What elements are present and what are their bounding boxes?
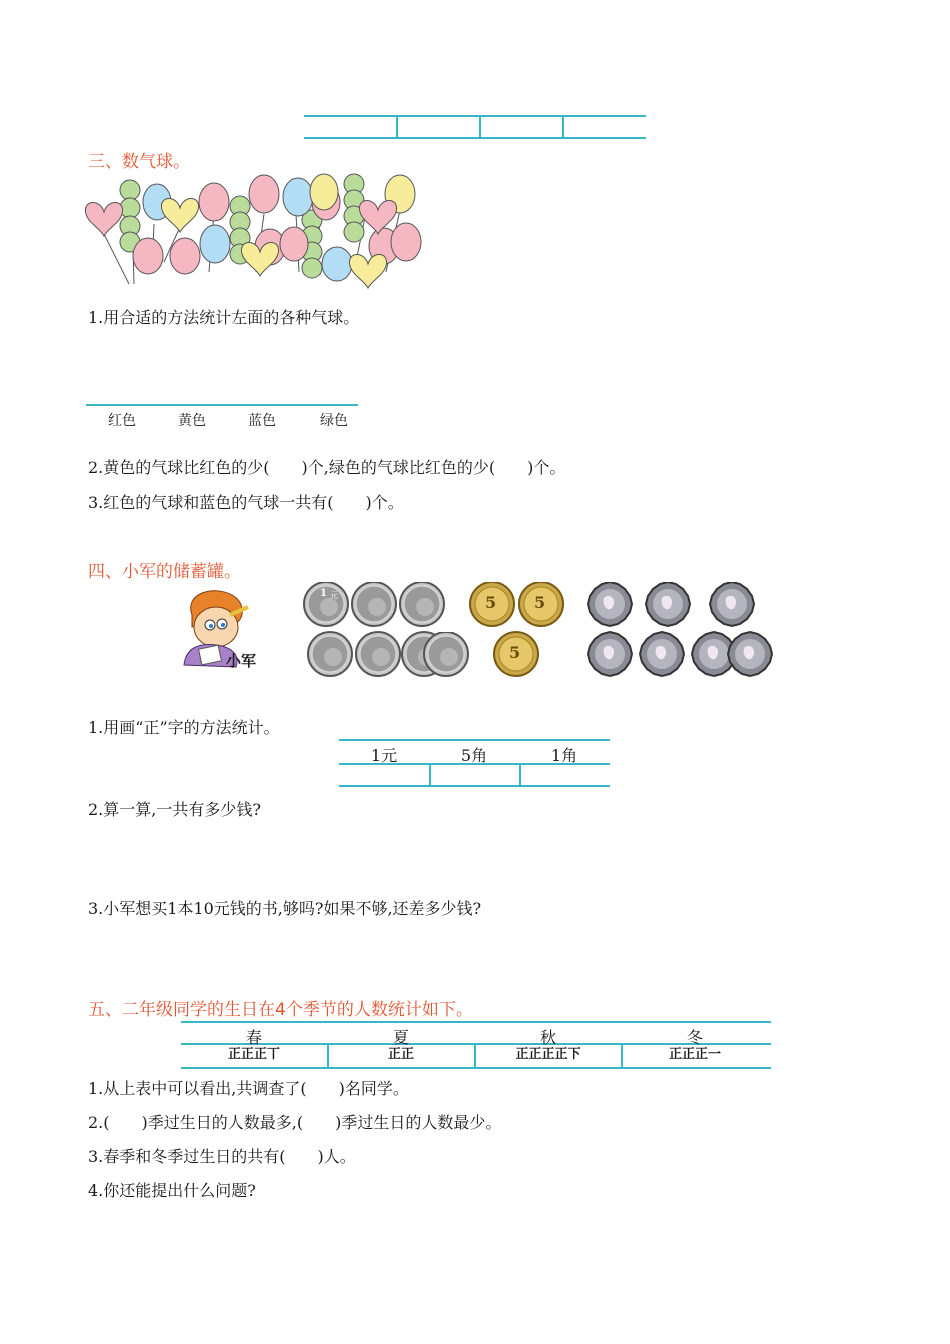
character-label: 小军 bbox=[226, 652, 257, 670]
label-yellow: 黄色 bbox=[178, 413, 206, 429]
header-5jiao: 5角 bbox=[460, 746, 488, 765]
coin-1yuan-value: 1 bbox=[320, 588, 327, 599]
section3-title: 三、数气球。 bbox=[88, 152, 190, 172]
balloons-illustration bbox=[84, 172, 429, 290]
section5-q2: 2.( )季过生日的人数最多,( )季过生日的人数最少。 bbox=[88, 1113, 502, 1132]
tally-autumn: 正正正正下 bbox=[515, 1047, 581, 1062]
section4-title: 四、小军的储蓄罐。 bbox=[88, 562, 241, 582]
section3-q1: 1.用合适的方法统计左面的各种气球。 bbox=[88, 308, 360, 327]
coin-5jiao-value-b: 5 bbox=[534, 593, 546, 612]
one-jiao-coins bbox=[580, 582, 775, 682]
label-blue: 蓝色 bbox=[248, 413, 276, 429]
chart-baseline bbox=[86, 404, 358, 406]
season-spring: 春 bbox=[245, 1028, 262, 1047]
section3-q3: 3.红色的气球和蓝色的气球一共有( )个。 bbox=[88, 493, 404, 512]
section5-q1: 1.从上表中可以看出,共调查了( )名同学。 bbox=[88, 1079, 409, 1098]
section5-q3: 3.春季和冬季过生日的共有( )人。 bbox=[88, 1147, 356, 1166]
season-summer: 夏 bbox=[392, 1028, 409, 1047]
coin-5jiao-value-a: 5 bbox=[485, 593, 497, 612]
coin-5jiao-value-c: 5 bbox=[509, 643, 521, 662]
section4-q3: 3.小军想买1本10元钱的书,够吗?如果不够,还差多少钱? bbox=[88, 899, 482, 918]
header-1jiao: 1角 bbox=[550, 746, 578, 765]
label-red: 红色 bbox=[108, 413, 136, 429]
section4-q2: 2.算一算,一共有多少钱? bbox=[88, 800, 261, 819]
tally-summer: 正正 bbox=[387, 1047, 414, 1062]
header-1yuan: 1元 bbox=[370, 746, 398, 765]
tally-winter: 正正正一 bbox=[668, 1047, 721, 1062]
season-winter: 冬 bbox=[686, 1028, 703, 1047]
label-green: 绿色 bbox=[320, 413, 348, 429]
section5-q4: 4.你还能提出什么问题? bbox=[88, 1181, 256, 1200]
coin-1yuan-unit: 元 bbox=[330, 591, 338, 600]
five-jiao-coins bbox=[466, 582, 566, 682]
section3-q2: 2.黄色的气球比红色的少( )个,绿色的气球比红色的少( )个。 bbox=[88, 458, 566, 477]
tally-spring: 正正正丅 bbox=[227, 1047, 280, 1062]
season-autumn: 秋 bbox=[539, 1028, 556, 1047]
section4-q1: 1.用画“正”字的方法统计。 bbox=[88, 718, 280, 737]
section5-title: 五、二年级同学的生日在4个季节的人数统计如下。 bbox=[88, 1000, 473, 1020]
